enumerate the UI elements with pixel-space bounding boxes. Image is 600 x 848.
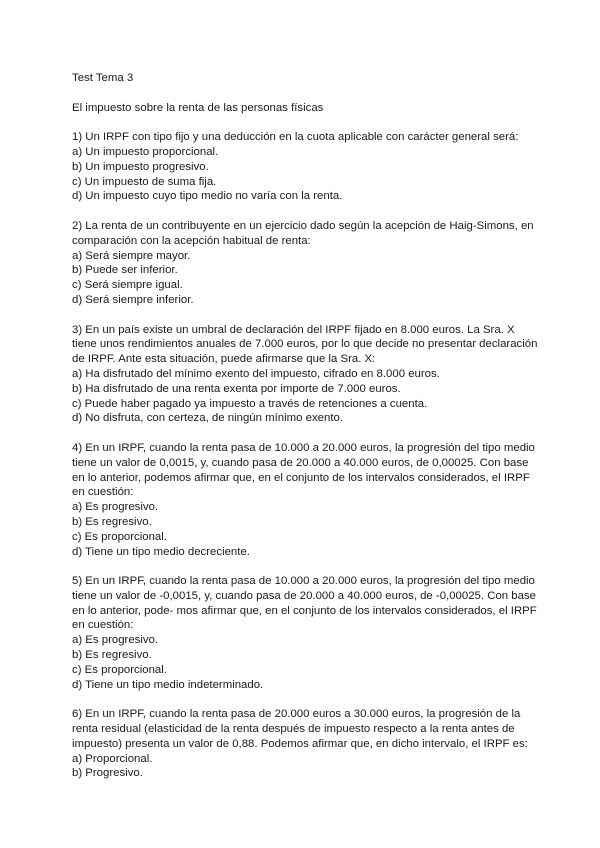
spacer	[72, 115, 532, 130]
option-d: d) Será siempre inferior.	[72, 293, 194, 306]
option-c: c) Es proporcional.	[72, 530, 167, 543]
option-b: b) Un impuesto progresivo.	[72, 160, 209, 173]
question-text: en lo anterior, pode- mos afirmar que, en el conjunto de los intervalos considerados, el IRPF	[72, 604, 537, 617]
option-b: b) Ha disfrutado de una renta exenta por importe de 7.000 euros.	[72, 382, 401, 395]
question-1	[72, 130, 532, 204]
question-text: 1) Un IRPF con tipo fijo y una deducción en la cuota aplicable con carácter general será:	[72, 131, 519, 144]
option-a: a) Ha disfrutado del mínimo exento del impuesto, cifrado en 8.000 euros.	[72, 367, 440, 380]
option-a: a) Un impuesto proporcional.	[72, 145, 219, 158]
question-6	[72, 707, 532, 781]
question-options	[72, 367, 532, 426]
option-c: c) Será siempre igual.	[72, 279, 183, 292]
option-a: a) Será siempre mayor.	[72, 249, 191, 262]
question-text: 2) La renta de un contribuyente en un ejercicio dado según la acepción de Haig-Simons, en	[72, 219, 534, 232]
question-text: renta residual (elasticidad de la renta después de impuesto respecto a la renta antes de	[72, 723, 515, 736]
option-d: d) Tiene un tipo medio indeterminado.	[72, 678, 264, 691]
question-3	[72, 323, 538, 427]
option-b: b) Progresivo.	[72, 767, 143, 780]
option-a: a) Es progresivo.	[72, 634, 159, 647]
question-options	[72, 145, 532, 204]
option-b: b) Puede ser inferior.	[72, 264, 178, 277]
question-options	[72, 249, 532, 308]
question-options	[72, 500, 532, 559]
question-text: tiene unos rendimientos anuales de 7.000 euros, por lo que decide no presentar declaración	[72, 338, 538, 351]
question-text: tiene un valor de -0,0015, y, cuando pasa de 20.000 a 40.000 euros, de -0,00025. Con base	[72, 589, 536, 602]
option-d: d) No disfruta, con certeza, de ningún mínimo exento.	[72, 412, 343, 425]
question-text: en cuestión:	[72, 619, 134, 632]
option-b: b) Es regresivo.	[72, 649, 152, 662]
spacer	[72, 559, 532, 574]
option-c: c) Es proporcional.	[72, 663, 167, 676]
question-5	[72, 574, 537, 692]
option-a: a) Proporcional.	[72, 752, 153, 765]
question-options	[72, 752, 532, 782]
question-text: de IRPF. Ante esta situación, puede afirmarse que la Sra. X:	[72, 353, 376, 366]
spacer	[72, 426, 532, 441]
question-text: impuesto) presenta un valor de 0,88. Podemos afirmar que, en dicho intervalo, el IRPF es:	[72, 737, 528, 750]
question-4	[72, 441, 535, 559]
question-text: comparación con la acepción habitual de renta:	[72, 234, 311, 247]
question-text: en lo anterior, podemos afirmar que, en el conjunto de los intervalos considerados, el IRPF	[72, 471, 530, 484]
spacer	[72, 692, 532, 707]
question-text: 3) En un país existe un umbral de declaración del IRPF fijado en 8.000 euros. La Sra. X	[72, 323, 515, 336]
option-b: b) Es regresivo.	[72, 515, 152, 528]
option-d: d) Tiene un tipo medio decreciente.	[72, 545, 250, 558]
question-2	[72, 219, 532, 308]
question-options	[72, 633, 532, 692]
spacer	[72, 204, 532, 219]
option-d: d) Un impuesto cuyo tipo medio no varía con la renta.	[72, 190, 343, 203]
option-c: c) Un impuesto de suma fija.	[72, 175, 217, 188]
option-a: a) Es progresivo.	[72, 501, 159, 514]
question-text: 4) En un IRPF, cuando la renta pasa de 10.000 a 20.000 euros, la progresión del tipo medio	[72, 441, 535, 454]
question-text: 5) En un IRPF, cuando la renta pasa de 10.000 a 20.000 euros, la progresión del tipo medio	[72, 575, 535, 588]
question-text: en cuestión:	[72, 486, 134, 499]
spacer	[72, 86, 532, 101]
option-c: c) Puede haber pagado ya impuesto a través de retenciones a cuenta.	[72, 397, 428, 410]
document-title: Test Tema 3	[72, 72, 134, 84]
spacer	[72, 308, 532, 323]
question-text: tiene un valor de 0,0015, y, cuando pasa de 20.000 a 40.000 euros, de 0,00025. Con base	[72, 456, 529, 469]
document-subtitle: El impuesto sobre la renta de las personas físicas	[72, 101, 324, 114]
document-page	[72, 71, 538, 781]
question-text: 6) En un IRPF, cuando la renta pasa de 20.000 euros a 30.000 euros, la progresión de la	[72, 708, 521, 721]
